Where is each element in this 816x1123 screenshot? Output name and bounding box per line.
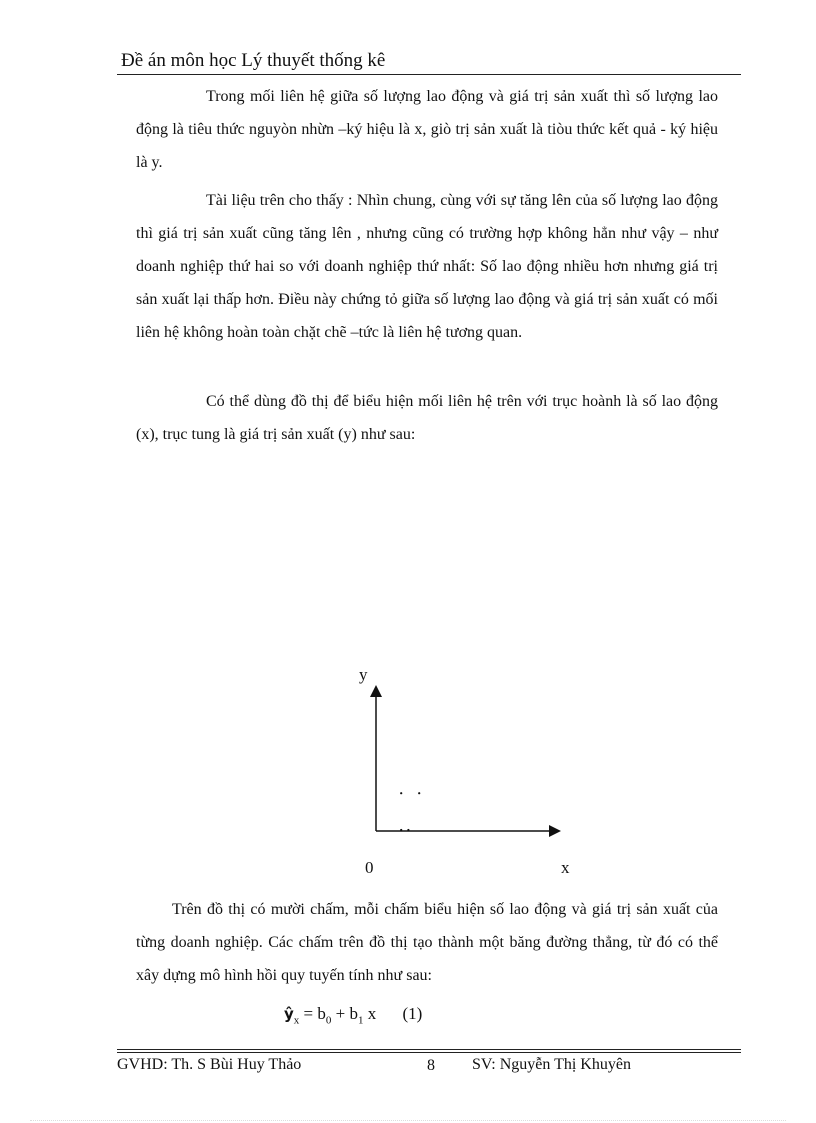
page-edge-dotted — [30, 1120, 786, 1121]
page-header — [117, 50, 741, 75]
scatter-chart-svg — [350, 660, 590, 890]
formula-equals: = b — [303, 1004, 326, 1023]
data-point-2 — [418, 792, 420, 794]
formula-lhs-subscript: x — [293, 1014, 300, 1027]
y-hat-symbol: ŷ — [284, 1005, 294, 1023]
data-point-1 — [400, 792, 402, 794]
footer-rule-top — [117, 1049, 741, 1050]
formula-b1-subscript: 1 — [357, 1014, 364, 1027]
y-axis-label: y — [359, 665, 368, 684]
formula-variable: x — [367, 1004, 377, 1023]
paragraph-1: Trong mối liên hệ giữa số lượng lao động và giá trị sản xuất thì số lượng lao động là tiêu thức nguyòn nhừn –ký hiệu là x, giò trị sản xuất là tiòu thức kết quả - ký hiệu là y. — [136, 88, 718, 171]
x-axis-label: x — [561, 858, 570, 877]
formula-b0-subscript: 0 — [325, 1014, 332, 1027]
data-point-3 — [400, 829, 402, 831]
paragraph-4: Trên đồ thị có mười chấm, mỗi chấm biểu hiện số lao động và giá trị sản xuất của từng doanh nghiệp. Các chấm trên đồ thị tạo thành một băng đường thẳng, từ đó có thể xây dựng mô hình hồi quy tuyến tính như sau: — [136, 901, 718, 984]
footer-instructor: GVHD: Th. S Bùi Huy Thảo — [117, 1056, 302, 1073]
header-title: Đề án môn học Lý thuyết thống kê — [121, 50, 386, 71]
page-number: 8 — [427, 1057, 435, 1074]
scatter-chart — [350, 660, 590, 890]
paragraph-3: Có thể dùng đồ thị để biểu hiện mối liên hệ trên với trục hoành là số lao động (x), trục tung là giá trị sản xuất (y) như sau: — [136, 393, 718, 443]
regression-formula — [284, 1004, 422, 1026]
data-point-4 — [407, 829, 409, 831]
formula-plus: + b — [335, 1004, 358, 1023]
footer-student: SV: Nguyễn Thị Khuyên — [472, 1056, 631, 1073]
equation-number: (1) — [402, 1004, 423, 1023]
footer-rule-bottom — [117, 1052, 741, 1053]
origin-label: 0 — [365, 858, 374, 877]
data-points — [400, 792, 420, 831]
paragraph-2: Tài liệu trên cho thấy : Nhìn chung, cùng với sự tăng lên của số lượng lao động thì giá trị sản xuất cũng tăng lên , nhưng cũng có trường hợp không hẳn như vậy – như doanh nghiệp thứ hai so với doanh nghiệp thứ nhất: Số lao động nhiều hơn nhưng giá trị sản xuất lại thấp hơn. Điều này chứng tỏ giữa số lượng lao động và giá trị sản xuất có mối liên hệ không hoàn toàn chặt chẽ –tức là liên hệ tương quan. — [136, 192, 718, 341]
